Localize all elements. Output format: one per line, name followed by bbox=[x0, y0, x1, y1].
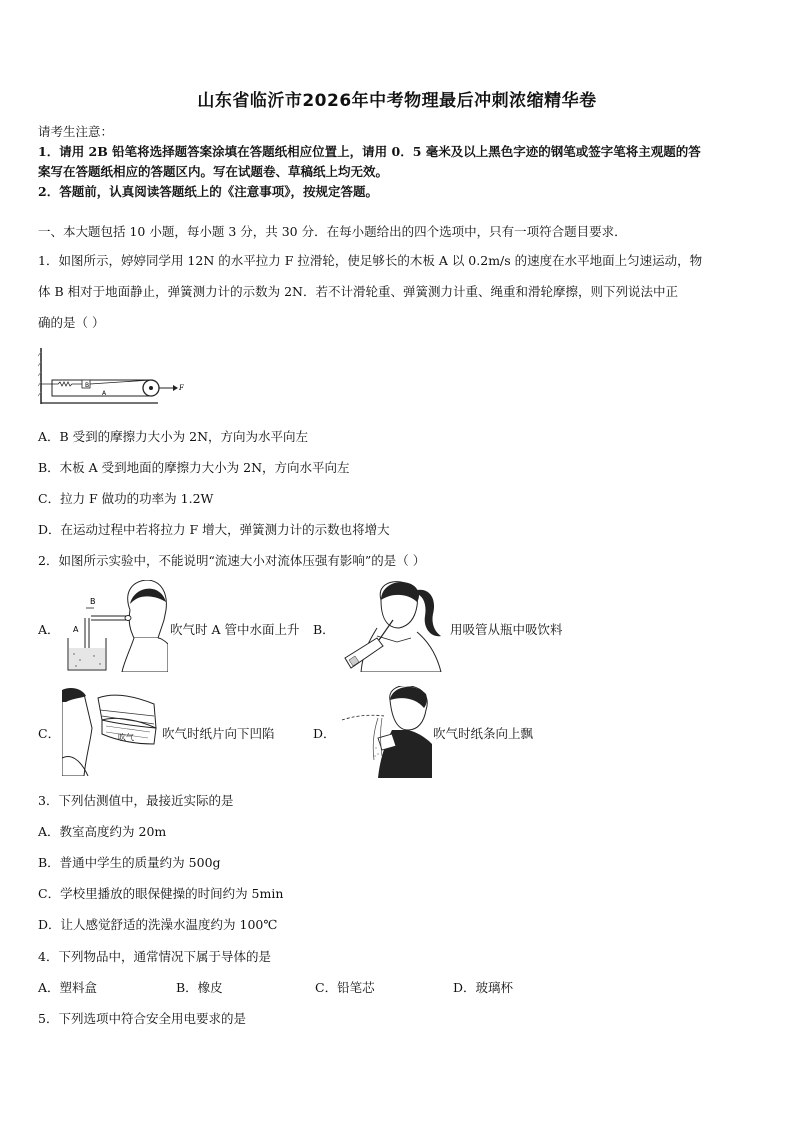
q4-option-b: B．橡皮 bbox=[176, 980, 223, 995]
q5-stem: 5．下列选项中符合安全用电要求的是 bbox=[38, 1011, 246, 1026]
q1-fig-label-a: A bbox=[102, 390, 107, 397]
q2-stem: 2．如图所示实验中，不能说明“流速大小对流体压强有影响”的是（ ） bbox=[38, 553, 426, 568]
q1-option-c: C．拉力 F 做功的功率为 1.2W bbox=[38, 491, 214, 506]
q4-option-a: A．塑料盒 bbox=[38, 980, 98, 995]
q1-pulley-figure bbox=[38, 346, 188, 406]
q2-option-d-letter: D． bbox=[313, 726, 336, 741]
q1-option-a: A．B 受到的摩擦力大小为 2N，方向为水平向左 bbox=[38, 429, 309, 444]
q4-option-d: D．玻璃杯 bbox=[453, 980, 514, 995]
q1-fig-label-b: B bbox=[85, 382, 90, 389]
q2-option-c-figure bbox=[62, 688, 158, 776]
q3-option-d: D．让人感觉舒适的洗澡水温度约为 100℃ bbox=[38, 917, 278, 932]
page-title: 山东省临沂市2026年中考物理最后冲刺浓缩精华卷 bbox=[197, 91, 597, 111]
q2-option-c-text: 吹气时纸片向下凹陷 bbox=[162, 726, 275, 741]
q1-stem-line-1: 1．如图所示，婷婷同学用 12N 的水平拉力 F 拉滑轮，使足够长的木板 A 以 0.2m/s 的速度在水平地面上匀速运动，物 bbox=[38, 253, 703, 268]
q3-option-b: B．普通中学生的质量约为 500g bbox=[38, 855, 221, 870]
q2-option-b-letter: B． bbox=[313, 622, 335, 637]
q3-option-c: C．学校里播放的眼保健操的时间约为 5min bbox=[38, 886, 284, 901]
notice-item-2: 2．答题前，认真阅读答题纸上的《注意事项》，按规定答题。 bbox=[38, 184, 378, 199]
q4-option-c: C．铅笔芯 bbox=[315, 980, 375, 995]
q3-option-a: A．教室高度约为 20m bbox=[38, 824, 167, 839]
q2-a-fig-label-b: B bbox=[90, 597, 96, 606]
q1-option-b: B．木板 A 受到地面的摩擦力大小为 2N，方向水平向左 bbox=[38, 460, 350, 475]
notice-heading: 请考生注意： bbox=[38, 124, 114, 139]
q4-stem: 4．下列物品中，通常情况下属于导体的是 bbox=[38, 949, 271, 964]
q2-option-d-figure bbox=[340, 686, 432, 778]
q2-c-fig-label-blow: 吹气 bbox=[118, 733, 134, 742]
q2-option-d-text: 吹气时纸条向上飘 bbox=[433, 726, 534, 741]
notice-item-1a: 1．请用 2B 铅笔将选择题答案涂填在答题纸相应位置上，请用 0．5 毫米及以上黑色字迹的钢笔或签字笔将主观题的答 bbox=[38, 144, 701, 159]
q1-option-d: D．在运动过程中若将拉力 F 增大，弹簧测力计的示数也将增大 bbox=[38, 522, 390, 537]
section-heading: 一、本大题包括 10 小题，每小题 3 分，共 30 分．在每小题给出的四个选项中，只有一项符合题目要求． bbox=[38, 224, 627, 239]
q2-option-a-letter: A． bbox=[38, 622, 60, 637]
q3-stem: 3．下列估测值中，最接近实际的是 bbox=[38, 793, 234, 808]
q1-fig-label-f: F bbox=[179, 384, 184, 392]
q1-stem-line-2: 体 B 相对于地面静止，弹簧测力计的示数为 2N．若不计滑轮重、弹簧测力计重、绳重和滑轮摩擦，则下列说法中正 bbox=[38, 284, 678, 299]
q2-option-a-text: 吹气时 A 管中水面上升 bbox=[170, 622, 300, 637]
q2-option-b-figure bbox=[337, 580, 445, 672]
q1-stem-line-3: 确的是（ ） bbox=[38, 315, 105, 330]
q2-option-b-text: 用吸管从瓶中吸饮料 bbox=[450, 622, 563, 637]
q2-option-c-letter: C． bbox=[38, 726, 61, 741]
q2-a-fig-label-a: A bbox=[73, 625, 79, 634]
q2-option-a-figure bbox=[64, 580, 168, 672]
notice-item-1b: 案写在答题纸相应的答题区内。写在试题卷、草稿纸上均无效。 bbox=[38, 164, 389, 179]
